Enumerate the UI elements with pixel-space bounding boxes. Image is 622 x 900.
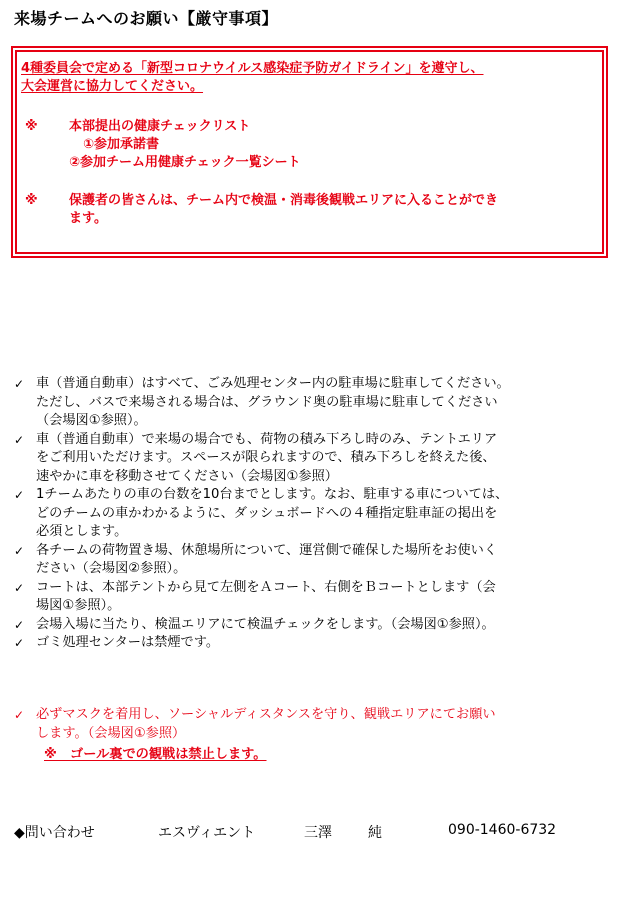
page-title: 来場チームへのお願い【厳守事項】 (14, 9, 279, 28)
notice-checklist-item-2: ②参加チーム用健康チェック一覧シート (69, 155, 301, 170)
list-item (14, 579, 614, 616)
notice-checklist-item-1: ①参加承諾書 (83, 137, 160, 152)
list-item (14, 634, 614, 653)
list-item (14, 486, 614, 542)
contact-surname: 三澤 (304, 825, 332, 841)
notice-checklist-title: 本部提出の健康チェックリスト (69, 119, 251, 134)
contact-given-name: 純 (368, 825, 382, 841)
check-icon: ✓ (14, 636, 25, 650)
list-item (14, 616, 614, 635)
check-icon: ✓ (14, 580, 25, 595)
rule-text: 車（普通自動車）はすべて、ごみ処理センター内の駐車場に駐車してください。 ただし、バスで来場される場合は、グラウンド奥の駐車場に駐車してください （会場図①参照）。 (36, 376, 510, 428)
check-icon: ✓ (14, 708, 25, 722)
rule-text: 各チームの荷物置き場、休憩場所について、運営側で確保した場所をお使いく ださい（会場図②参照）。 (36, 542, 498, 576)
notice-guardian-line1: 保護者の皆さんは、チーム内で検温・消毒後観戦エリアに入ることができ (69, 193, 499, 208)
goal-viewing-prohibited-note: ※ ゴール裏での観戦は禁止します。 (44, 747, 267, 762)
notice-guardian-line2: ます。 (69, 211, 107, 226)
check-icon: ✓ (14, 432, 25, 447)
check-icon: ✓ (14, 617, 25, 632)
rule-text: 1チームあたりの車の台数を10台までとします。なお、駐車する車については、 どのチームの車かわかるように、ダッシュボードへの４種指定駐車証の掲出を 必須とします。 (36, 487, 509, 539)
check-icon: ✓ (14, 488, 25, 502)
list-item (14, 706, 614, 743)
list-item (14, 542, 614, 579)
mask-rule-text: 必ずマスクを着用し、ソーシャルディスタンスを守り、観戦エリアにてお願い します。（会場図①参照） (36, 707, 496, 741)
contact-label: ◆問い合わせ (14, 825, 95, 841)
rule-text: ゴミ処理センターは禁煙です。 (36, 635, 220, 650)
contact-phone: 090-1460-6732 (448, 822, 557, 838)
notice-guideline-line1: 4種委員会で定める「新型コロナウイルス感染症予防ガイドライン」を遵守し、 (21, 61, 484, 76)
check-icon: ✓ (14, 543, 25, 558)
list-item (14, 431, 614, 487)
rule-text: コートは、本部テントから見て左側をＡコート、右側をＢコートとします（会 場図①参照）。 (36, 579, 496, 613)
notice-mark: ※ (25, 119, 38, 134)
notice-guideline-line2: 大会運営に協力してください。 (21, 79, 204, 94)
mask-rule (14, 706, 614, 743)
rule-text: 車（普通自動車）で来場の場合でも、荷物の積み下ろし時のみ、テントエリア をご利用いただけます。スペースが限られますので、積み下ろしを終えた後、 速やかに車を移動させてください（会場図①参照） (36, 431, 498, 484)
rule-text: 会場入場に当たり、検温エリアにて検温チェックをします。（会場図①参照）。 (36, 616, 495, 632)
check-icon: ✓ (14, 377, 25, 391)
contact-company: エスヴィエント (158, 825, 256, 841)
notice-box (11, 46, 608, 258)
rules-list (14, 375, 614, 653)
notice-mark: ※ (25, 193, 38, 208)
list-item (14, 375, 614, 431)
